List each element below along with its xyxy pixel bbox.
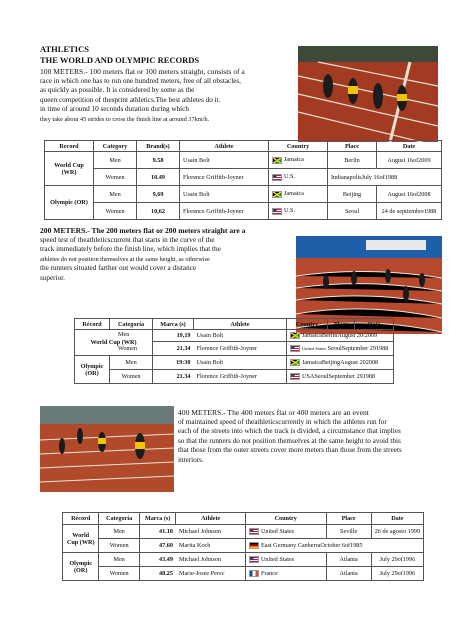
country-cell (269, 169, 328, 186)
col-header: Country (269, 141, 328, 152)
record-type: World Cup (WR) (75, 330, 153, 356)
country-place-date-cell (287, 356, 394, 370)
section-400m-text (178, 408, 446, 466)
mark-cell: 19,19 (153, 330, 194, 342)
jamaica-flag-icon (272, 157, 282, 164)
jamaica-flag-icon (290, 332, 300, 339)
sprint-400m-photo (40, 406, 174, 492)
text-line: each of the streets into which the track is divided, a circumstance that implies (178, 427, 401, 436)
place-date: SeoulSeptember 291988 (327, 344, 389, 352)
sprint-100m-photo (298, 46, 438, 142)
table-row (45, 186, 442, 203)
text-line: 100 METERS.- 100 meters flat or 100 meters straight, consists of a (40, 67, 245, 76)
country-cell (245, 525, 326, 539)
place-date-cell: IndianapolisJuly 16of1988 (328, 169, 442, 186)
col-header: Country (245, 513, 326, 525)
place-cell: Atlanta (326, 553, 371, 567)
country-place-date: East Germany CanberraOctober 6of1985 (260, 541, 363, 549)
col-header: Date (377, 141, 442, 152)
athlete-cell: Florence Griffith-Joyner (180, 203, 269, 220)
records-400m-table (62, 512, 424, 581)
country-place-date-cell (287, 330, 394, 342)
mark-cell: 10,62 (137, 203, 180, 220)
text-line: the runners situated farther out would cover a distance (40, 264, 197, 273)
country-place-date: USASeoulSeptember 291988 (302, 372, 376, 380)
category-cell: Women (94, 203, 137, 220)
jamaica-flag-icon (272, 191, 282, 198)
col-header: Categoría (110, 319, 153, 330)
category-cell: Men (110, 356, 153, 370)
athlete-cell: Michael Johnson (176, 553, 246, 567)
germany-flag-icon (249, 542, 259, 549)
table-row (63, 553, 424, 567)
usa-flag-icon (249, 556, 259, 563)
text-line: track immediately before the finish line, which implies that the (40, 245, 221, 254)
col-header: Country (287, 319, 328, 330)
text-line: 400 METERS.- The 400 meters flat or 400 meters are an event (178, 408, 369, 417)
mark-cell: 48.25 (139, 567, 176, 581)
mark-cell: 9,69 (137, 186, 180, 203)
country-cell (269, 203, 328, 220)
table-row (63, 539, 424, 553)
table-row (75, 356, 394, 370)
usa-flag-icon (272, 208, 282, 215)
place-cell: Seville (326, 525, 371, 539)
country-name: Jamaica (284, 190, 304, 198)
mark-cell: 9.58 (137, 152, 180, 169)
text-line: as quickly as possible. It is considered by some as the (40, 86, 195, 95)
record-type: Olympic (OR) (45, 186, 94, 220)
record-type: Olympic (OR) (63, 553, 99, 581)
france-flag-icon (249, 570, 259, 577)
col-header: Athlete (180, 141, 269, 152)
athlete-cell: Marie-Josee Perec (176, 567, 246, 581)
athlete-cell: Usain Bolt (194, 356, 287, 370)
table-row (45, 203, 442, 220)
mark-cell: 41.18 (139, 525, 176, 539)
date-cell: August 16of2008 (377, 186, 442, 203)
category-cell: Women (99, 539, 139, 553)
country-cell (245, 567, 326, 581)
athlete-cell: Florence Griffith-Joyner (194, 370, 287, 384)
mark-cell: 43.49 (139, 553, 176, 567)
place-cell: Beijing (328, 186, 377, 203)
col-header: Category (94, 141, 137, 152)
country-place-date: JamaicaBeijingAugust 202008 (302, 358, 379, 366)
col-header: Date (355, 319, 394, 330)
date-cell: August 16of2009 (377, 152, 442, 169)
records-100m-table (44, 140, 442, 220)
mark-cell: 10.49 (137, 169, 180, 186)
text-line: race in which one has to run one hundred meters, free of all obstacles, (40, 76, 241, 85)
mark-cell: 21.34 (153, 342, 194, 356)
usa-flag-icon (290, 373, 300, 380)
country-place-date: JamaicaBerlinAugust 20/2009 (302, 331, 378, 339)
country-cell (245, 553, 326, 567)
athlete-cell: Usain Bolt (180, 186, 269, 203)
col-header: Place (328, 141, 377, 152)
text-line: that those from the outer streets cover more meters than those from the streets (178, 446, 402, 455)
text-line: interiors. (178, 455, 204, 464)
date-cell: 26 de agosto 1999 (371, 525, 423, 539)
category-label: Men (118, 331, 130, 338)
doc-subtitle: THE WORLD AND OLYMPIC RECORDS (40, 55, 200, 65)
category-cell: Men (99, 525, 139, 539)
intro-100m-text (40, 67, 300, 125)
category-cell: Men (94, 152, 137, 169)
category-cell: Women (110, 370, 153, 384)
text-line: superior. (40, 273, 65, 282)
col-header: Marca (s) (139, 513, 176, 525)
country-name: Jamaica (284, 156, 304, 164)
text-line: speed test of theathleticscurrent that starts in the curve of the (40, 235, 215, 244)
country-cell (269, 152, 328, 169)
category-label: Women (118, 345, 138, 352)
place-cell: Berlin (328, 152, 377, 169)
table-row (63, 567, 424, 581)
category-cell: Women (99, 567, 139, 581)
record-type: Olympic (OR) (75, 356, 110, 384)
col-header: Athlete (176, 513, 246, 525)
jamaica-flag-icon (290, 359, 300, 366)
table-row (45, 169, 442, 186)
col-header: Récord (63, 513, 99, 525)
country-name: France (260, 569, 278, 577)
record-type: World Cup (WR) (45, 152, 94, 186)
col-header: Récord (75, 319, 110, 330)
category-cell: Men (99, 553, 139, 567)
country-name-small: United States (302, 345, 327, 351)
athlete-cell: Usain Bolt (180, 152, 269, 169)
category-cell: Men (94, 186, 137, 203)
mark-cell: 47.60 (139, 539, 176, 553)
mark-cell: 19:30 (153, 356, 194, 370)
text-line: they take about 45 strides to cross the finish line at around 37km/h. (40, 115, 210, 123)
country-name: United States (260, 555, 295, 563)
table-row (63, 525, 424, 539)
usa-flag-icon (272, 174, 282, 181)
date-cell: 24 de septiembre1988 (377, 203, 442, 220)
athlete-cell: Florence Griffith-Joyner (194, 342, 287, 356)
country-place-date-cell (287, 342, 394, 356)
text-line: of maintained speed of theathleticscurrently in which the athletes run for (178, 417, 387, 426)
usa-flag-icon (290, 345, 300, 352)
table-row (75, 370, 394, 384)
date-cell: July 29of1996 (371, 567, 423, 581)
record-type: World Cup (WR) (63, 525, 99, 553)
country-name: United States (260, 527, 295, 535)
date-cell: July 29of1996 (371, 553, 423, 567)
category-cell: Women (94, 169, 137, 186)
col-header: Place (326, 513, 371, 525)
col-header: Date (371, 513, 423, 525)
athlete-cell: Marita Koch (176, 539, 246, 553)
text-line: 200 METERS.- The 200 meters flat or 200 meters straight are a (40, 226, 246, 235)
text-line: in time of around 10 seconds duration during which (40, 105, 189, 114)
col-header: Brand(s) (137, 141, 180, 152)
col-header: Record (45, 141, 94, 152)
country-name: U.S. (284, 173, 296, 181)
text-line: athletes do not position themselves at the same height, as otherwise (40, 255, 210, 263)
text-line: queen competition of thesprint athletics.The best athletes do it. (40, 95, 221, 104)
doc-title: ATHLETICS (40, 44, 89, 54)
col-header: Marca (s) (153, 319, 194, 330)
country-name: U.S. (284, 207, 296, 215)
country-place-date-cell (287, 370, 394, 384)
section-200m-text (40, 226, 296, 284)
col-header: Athlete (194, 319, 287, 330)
usa-flag-icon (249, 528, 259, 535)
mark-cell: 21.34 (153, 370, 194, 384)
col-header: Categoría (99, 513, 139, 525)
col-header: Place (328, 319, 355, 330)
country-cell (269, 186, 328, 203)
athlete-cell: Florence Griffith-Joyner (180, 169, 269, 186)
place-cell: Atlanta (326, 567, 371, 581)
text-line: so that the runners do not position themselves at the same height to avoid this (178, 436, 401, 445)
place-cell: Seoul (328, 203, 377, 220)
table-row (45, 152, 442, 169)
athlete-cell: Michael Johnson (176, 525, 246, 539)
athlete-cell: Usain Bolt (194, 330, 287, 342)
country-place-date-cell (245, 539, 423, 553)
